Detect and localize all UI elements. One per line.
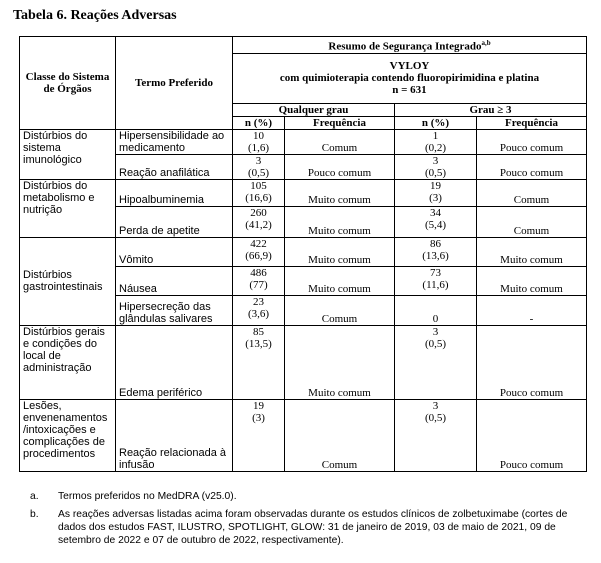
header-g3-n: n (%) (395, 116, 477, 129)
g3-count: 19 (430, 179, 441, 192)
any-percent: (66,9) (245, 249, 272, 262)
any-n-cell (233, 266, 285, 295)
any-n-cell (233, 179, 285, 206)
g3-count: 3 (432, 399, 439, 412)
any-n-cell (233, 237, 285, 266)
adverse-reactions-table (19, 36, 587, 472)
any-n-cell (233, 295, 285, 325)
header-g3-freq: Frequência (477, 116, 587, 129)
any-freq-cell: Comum (285, 399, 395, 471)
organ-class-cell: Lesões, envenenamentos /intoxicações e complicações de procedimentos (20, 399, 116, 471)
header-any-freq: Frequência (285, 116, 395, 129)
term-cell: Hipoalbuminemia (116, 179, 233, 206)
header-summary-text: Resumo de Segurança Integrado (328, 40, 482, 53)
any-freq-cell: Comum (285, 295, 395, 325)
header-regimen: com quimioterapia contendo fluoropirimidina e platina (279, 72, 540, 85)
any-freq-cell: Comum (285, 129, 395, 154)
g3-n-cell (395, 266, 477, 295)
table-row (20, 325, 587, 399)
g3-n-cell (395, 325, 477, 399)
any-percent: (16,6) (245, 191, 272, 204)
footnotes (30, 490, 590, 552)
term-cell: Perda de apetite (116, 206, 233, 237)
g3-n-cell (395, 129, 477, 154)
term-cell: Reação anafilática (116, 154, 233, 179)
table-row (20, 129, 587, 154)
organ-class-cell: Distúrbios gastrointestinais (20, 237, 116, 325)
any-percent: (3) (252, 411, 265, 424)
any-n-cell (233, 399, 285, 471)
g3-percent: (3) (429, 191, 442, 204)
any-count: 19 (253, 399, 264, 412)
any-n-cell (233, 325, 285, 399)
term-cell: Hipersensibilidade ao medicamento (116, 129, 233, 154)
header-drug: VYLOY (389, 60, 430, 73)
any-freq-cell: Muito comum (285, 237, 395, 266)
any-count: 10 (253, 129, 264, 142)
any-percent: (77) (249, 278, 268, 291)
table-row (20, 179, 587, 206)
any-n-cell (233, 129, 285, 154)
term-cell: Náusea (116, 266, 233, 295)
header-class: Classe do Sistema de Órgãos (20, 37, 116, 130)
term-cell: Reação relacionada à infusão (116, 399, 233, 471)
g3-count: 73 (430, 266, 441, 279)
any-count: 85 (253, 325, 264, 338)
term-cell: Vômito (116, 237, 233, 266)
any-freq-cell: Muito comum (285, 266, 395, 295)
g3-n-cell (395, 154, 477, 179)
header-any-grade: Qualquer grau (233, 103, 395, 116)
table-row (20, 399, 587, 471)
any-count: 260 (250, 206, 267, 219)
any-count: 422 (250, 237, 267, 250)
g3-percent: (0,5) (424, 337, 447, 350)
g3-percent: (5,4) (424, 218, 447, 231)
any-freq-cell: Muito comum (285, 179, 395, 206)
any-n-cell (233, 206, 285, 237)
any-percent: (13,5) (245, 337, 272, 350)
organ-class-cell: Distúrbios gerais e condições do local de administração (20, 325, 116, 399)
any-freq-cell: Muito comum (285, 325, 395, 399)
footnote (30, 508, 590, 547)
header-any-n: n (%) (233, 116, 285, 129)
g3-count: 3 (432, 154, 439, 167)
term-cell: Hipersecreção das glândulas salivares (116, 295, 233, 325)
g3-count: 86 (430, 237, 441, 250)
footnote-label: b. (30, 509, 39, 520)
header-grade3: Grau ≥ 3 (395, 103, 587, 116)
any-count: 105 (250, 179, 267, 192)
any-count: 3 (255, 154, 262, 167)
any-percent: (3,6) (247, 307, 270, 320)
header-n: n = 631 (392, 84, 427, 97)
header-term: Termo Preferido (116, 37, 233, 130)
organ-class-cell: Distúrbios do metabolismo e nutrição (20, 179, 116, 237)
any-percent: (41,2) (245, 218, 272, 231)
any-freq-cell: Muito comum (285, 206, 395, 237)
footnote-text: As reações adversas listadas acima foram observadas durante os estudos clínicos de zolbetuximabe (cortes de dados dos estudos FAST, ILUSTRO, SPOTLIGHT, GLOW: 31 de janeiro de 2019, 03 de maio de 2021, 09 de setembro de 2022 e 07 de outubro de 2022, respectivamente). (58, 509, 568, 546)
g3-n-cell (395, 399, 477, 471)
g3-percent: (0,5) (424, 411, 447, 424)
g3-count: 1 (432, 129, 439, 142)
table-row (20, 237, 587, 266)
any-n-cell (233, 154, 285, 179)
footnote (30, 490, 590, 503)
g3-freq-cell: Pouco comum (477, 154, 587, 179)
term-cell: Edema periférico (116, 325, 233, 399)
g3-percent: (0,5) (424, 166, 447, 179)
any-freq-cell: Pouco comum (285, 154, 395, 179)
footnote-text: Termos preferidos no MedDRA (v25.0). (58, 491, 237, 502)
table-title: Tabela 6. Reações Adversas (13, 8, 177, 23)
g3-percent: (13,6) (422, 249, 449, 262)
g3-n-cell (395, 237, 477, 266)
g3-n-cell (395, 179, 477, 206)
g3-freq-cell: - (477, 295, 587, 325)
g3-freq-cell: Pouco comum (477, 325, 587, 399)
g3-freq-cell: Comum (477, 206, 587, 237)
any-percent: (1,6) (247, 141, 270, 154)
any-percent: (0,5) (247, 166, 270, 179)
g3-freq-cell: Muito comum (477, 266, 587, 295)
g3-percent: (11,6) (422, 278, 449, 291)
any-count: 23 (253, 295, 264, 308)
header-summary-sup: a,b (481, 39, 491, 47)
g3-n-cell (395, 295, 477, 325)
g3-count: 0 (432, 312, 439, 325)
g3-freq-cell: Pouco comum (477, 129, 587, 154)
g3-freq-cell: Comum (477, 179, 587, 206)
g3-n-cell (395, 206, 477, 237)
g3-freq-cell: Muito comum (477, 237, 587, 266)
g3-percent: (0,2) (424, 141, 447, 154)
g3-freq-cell: Pouco comum (477, 399, 587, 471)
table-body (20, 129, 587, 471)
header-drug-block (233, 53, 587, 103)
header-summary (233, 37, 587, 54)
footnote-label: a. (30, 491, 39, 502)
g3-count: 3 (432, 325, 439, 338)
g3-count: 34 (430, 206, 441, 219)
any-count: 486 (250, 266, 267, 279)
organ-class-cell: Distúrbios do sistema imunológico (20, 129, 116, 179)
table-header (20, 37, 587, 130)
